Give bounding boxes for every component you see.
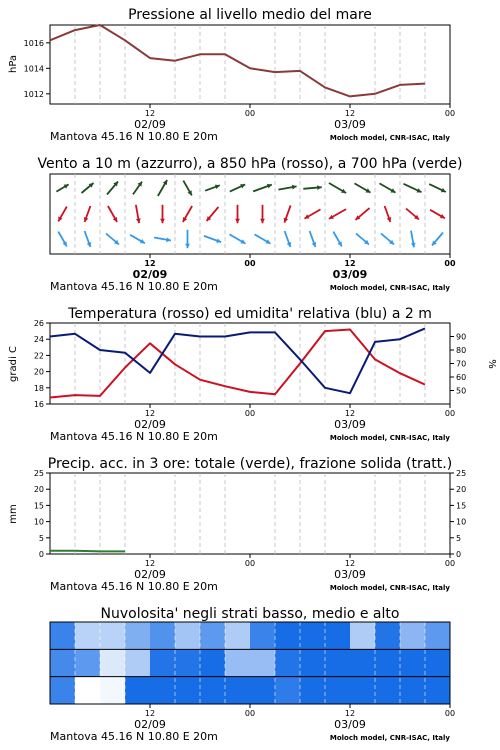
date-label: 03/09 [334, 418, 366, 431]
hour-tick-label: 00 [244, 259, 256, 268]
date-label: 03/09 [334, 568, 366, 581]
y-tick-label: 0 [38, 550, 44, 559]
wind-10m-arrow [130, 235, 145, 244]
cloud-cell-alto [350, 622, 376, 650]
wind-700hpa-arrow [380, 183, 396, 192]
hour-tick-label: 12 [344, 109, 356, 118]
wind-850hpa-arrow [108, 206, 117, 222]
wind-700hpa-arrow [429, 184, 446, 192]
wind-10m-arrow [106, 234, 119, 245]
cloud-cell-medio [175, 649, 201, 677]
cloud-cell-medio [50, 649, 76, 677]
cloud-cell-basso [50, 677, 76, 705]
location-label: Mantova 45.16 N 10.80 E 20m [50, 130, 218, 143]
model-credit: Moloch model, CNR-ISAC, Italy [329, 284, 450, 292]
wind-700hpa-arrow [355, 183, 371, 192]
precip-title: Precip. acc. in 3 ore: totale (verde), frazione solida (tratt.) [47, 456, 453, 472]
cloud-panel [50, 606, 455, 743]
date-label: 02/09 [134, 118, 166, 131]
cloud-cell-basso [75, 677, 101, 705]
wind-700hpa-arrow [278, 185, 296, 190]
wind-10m-arrow [154, 237, 171, 242]
wind-850hpa-arrow [406, 209, 419, 220]
hour-tick-label: 12 [344, 409, 356, 418]
cloud-cell-basso [325, 677, 351, 705]
cloud-cell-alto [425, 622, 451, 650]
wind-10m-arrow [333, 232, 342, 247]
hour-tick-label: 12 [144, 259, 156, 268]
humidity-ylabel: % [486, 359, 497, 369]
wind-850hpa-arrow [84, 206, 91, 222]
date-label: 03/09 [334, 118, 366, 131]
hour-tick-label: 12 [144, 109, 156, 118]
hour-tick-label: 00 [244, 709, 256, 718]
y-right-tick-label: 0 [456, 550, 462, 559]
y-tick-label: 1016 [23, 38, 44, 48]
cloud-cell-basso [225, 677, 251, 705]
hour-tick-label: 12 [144, 559, 156, 568]
cloud-cell-medio [325, 649, 351, 677]
cloud-cell-alto [75, 622, 101, 650]
cloud-cell-alto [150, 622, 176, 650]
y-tick-label: 10 [33, 517, 44, 527]
cloud-cell-basso [350, 677, 376, 705]
cloud-cell-medio [375, 649, 401, 677]
wind-arrowhead [185, 244, 190, 248]
hour-tick-label: 00 [444, 259, 456, 268]
cloud-cell-alto [225, 622, 251, 650]
wind-10m-arrow [185, 230, 190, 248]
cloud-cell-alto [125, 622, 151, 650]
wind-title: Vento a 10 m (azzurro), a 850 hPa (rosso), a 700 hPa (verde) [37, 156, 463, 172]
wind-850hpa-arrow [305, 209, 321, 218]
cloud-cell-basso [100, 677, 126, 705]
cloud-cell-alto [100, 622, 126, 650]
y-right-tick-label: 60 [456, 373, 467, 382]
date-label: 03/09 [332, 268, 368, 281]
cloud-cell-basso [300, 677, 326, 705]
wind-700hpa-arrow [205, 185, 220, 191]
wind-700hpa-arrow [82, 183, 94, 193]
y-right-tick-label: 80 [456, 346, 467, 355]
cloud-cell-alto [200, 622, 226, 650]
wind-arrowhead [260, 219, 265, 223]
wind-arrowhead [317, 185, 322, 190]
hour-tick-label: 00 [244, 109, 256, 118]
temp-humidity-title: Temperatura (rosso) ed umidita' relativa (blu) a 2 m [68, 306, 432, 322]
hour-tick-label: 00 [444, 709, 456, 718]
cloud-cell-medio [100, 649, 126, 677]
hour-tick-label: 12 [344, 709, 356, 718]
hour-tick-label: 00 [244, 409, 256, 418]
location-label: Mantova 45.16 N 10.80 E 20m [50, 280, 218, 293]
cloud-cell-basso [425, 677, 451, 705]
date-label: 02/09 [134, 568, 166, 581]
cloud-title: Nuvolosita' negli strati basso, medio e alto [100, 606, 400, 622]
cloud-cell-medio [250, 649, 276, 677]
wind-10m-arrow [230, 234, 246, 243]
wind-arrowhead [160, 219, 165, 223]
cloud-cell-medio [350, 649, 376, 677]
location-label: Mantova 45.16 N 10.80 E 20m [50, 430, 218, 443]
y-right-tick-label: 50 [456, 386, 467, 396]
y-tick-label: 20 [33, 485, 44, 495]
cloud-cell-alto [375, 622, 401, 650]
cloud-cell-basso [375, 677, 401, 705]
wind-10m-arrow [85, 231, 92, 247]
wind-10m-arrow [356, 234, 369, 245]
y-right-tick-label: 5 [456, 533, 462, 543]
wind-700hpa-arrow [329, 183, 346, 193]
cloud-cell-medio [75, 649, 101, 677]
hour-tick-label: 00 [444, 409, 456, 418]
pressure-title: Pressione al livello medio del mare [128, 7, 372, 23]
wind-700hpa-arrow [133, 182, 142, 195]
location-label: Mantova 45.16 N 10.80 E 20m [50, 580, 218, 593]
wind-700hpa-arrow [158, 180, 167, 196]
y-tick-label: 20 [33, 367, 44, 377]
wind-10m-arrow [432, 233, 443, 246]
pressure-line [50, 25, 425, 96]
cloud-cell-medio [150, 649, 176, 677]
wind-10m-arrow [255, 234, 271, 243]
wind-10m-arrow [285, 231, 292, 247]
cloud-cell-alto [300, 622, 326, 650]
date-label: 02/09 [134, 418, 166, 431]
cloud-cell-medio [300, 649, 326, 677]
hour-tick-label: 12 [144, 409, 156, 418]
pressure-panel [8, 7, 455, 143]
cloud-cell-alto [50, 622, 76, 650]
cloud-cell-alto [400, 622, 426, 650]
cloud-cell-medio [225, 649, 251, 677]
wind-panel [37, 156, 462, 293]
temp-ylabel: gradi C [8, 346, 19, 382]
y-tick-label: 1014 [23, 64, 44, 74]
plot-frame [50, 25, 450, 104]
wind-850hpa-arrow [207, 207, 219, 221]
wind-700hpa-arrow [183, 181, 192, 196]
cloud-cell-alto [250, 622, 276, 650]
cloud-cell-basso [175, 677, 201, 705]
wind-10m-arrow [58, 232, 67, 247]
temperature-line [50, 330, 425, 398]
temp-humidity-panel [8, 306, 497, 443]
y-right-tick-label: 10 [456, 517, 467, 527]
plot-frame [50, 473, 450, 554]
wind-850hpa-arrow [284, 205, 291, 222]
y-tick-label: 22 [33, 351, 44, 361]
wind-850hpa-arrow [260, 205, 265, 223]
cloud-cell-medio [125, 649, 151, 677]
cloud-cell-medio [400, 649, 426, 677]
precip-panel [8, 456, 466, 593]
y-right-tick-label: 15 [456, 501, 467, 511]
y-right-tick-label: 20 [456, 485, 467, 495]
precip-ylabel: mm [8, 504, 19, 524]
wind-700hpa-arrow [56, 184, 68, 191]
location-label: Mantova 45.16 N 10.80 E 20m [50, 730, 218, 743]
wind-850hpa-arrow [385, 206, 392, 222]
hour-tick-label: 12 [144, 709, 156, 718]
wind-850hpa-arrow [430, 210, 445, 219]
hour-tick-label: 00 [444, 109, 456, 118]
wind-700hpa-arrow [230, 184, 245, 192]
wind-700hpa-arrow [404, 184, 422, 193]
wind-700hpa-arrow [303, 185, 321, 190]
cloud-cell-alto [275, 622, 301, 650]
y-tick-label: 26 [33, 319, 44, 328]
cloud-cell-basso [150, 677, 176, 705]
y-tick-label: 24 [33, 335, 44, 345]
y-right-tick-label: 70 [456, 359, 467, 369]
wind-850hpa-arrow [329, 209, 346, 219]
cloud-cell-medio [425, 649, 451, 677]
y-tick-label: 25 [33, 469, 44, 478]
wind-850hpa-arrow [58, 207, 67, 222]
wind-10m-arrow [310, 231, 317, 247]
wind-850hpa-arrow [356, 208, 370, 220]
wind-10m-arrow [381, 234, 394, 245]
humidity-line [50, 328, 425, 393]
hour-tick-label: 12 [344, 259, 356, 268]
cloud-cell-alto [325, 622, 351, 650]
wind-850hpa-arrow [136, 205, 141, 223]
wind-10m-arrow [411, 231, 416, 248]
pressure-ylabel: hPa [8, 54, 19, 74]
model-credit: Moloch model, CNR-ISAC, Italy [329, 134, 450, 142]
y-tick-label: 15 [33, 501, 44, 511]
precip-total-line [50, 551, 125, 552]
cloud-cell-basso [125, 677, 151, 705]
cloud-cell-basso [200, 677, 226, 705]
wind-700hpa-arrow [107, 182, 118, 195]
y-tick-label: 16 [33, 400, 44, 409]
y-tick-label: 5 [38, 533, 44, 543]
model-credit: Moloch model, CNR-ISAC, Italy [329, 584, 450, 592]
wind-arrowhead [235, 219, 240, 223]
cloud-cell-alto [175, 622, 201, 650]
y-tick-label: 1012 [23, 89, 44, 99]
cloud-cell-medio [200, 649, 226, 677]
y-right-tick-label: 25 [456, 469, 467, 478]
cloud-cell-medio [275, 649, 301, 677]
wind-850hpa-arrow [235, 205, 240, 223]
date-label: 03/09 [334, 718, 366, 731]
wind-700hpa-arrow [253, 184, 272, 192]
date-label: 02/09 [132, 268, 168, 281]
hour-tick-label: 12 [344, 559, 356, 568]
wind-10m-arrow [204, 236, 221, 243]
cloud-cell-basso [400, 677, 426, 705]
hour-tick-label: 00 [244, 559, 256, 568]
cloud-cell-basso [250, 677, 276, 705]
model-credit: Moloch model, CNR-ISAC, Italy [329, 734, 450, 742]
wind-850hpa-arrow [183, 206, 192, 222]
model-credit: Moloch model, CNR-ISAC, Italy [329, 434, 450, 442]
date-label: 02/09 [134, 718, 166, 731]
cloud-cell-basso [275, 677, 301, 705]
wind-850hpa-arrow [160, 205, 165, 223]
y-right-tick-label: 90 [456, 332, 467, 342]
y-tick-label: 18 [33, 383, 44, 393]
hour-tick-label: 00 [444, 559, 456, 568]
